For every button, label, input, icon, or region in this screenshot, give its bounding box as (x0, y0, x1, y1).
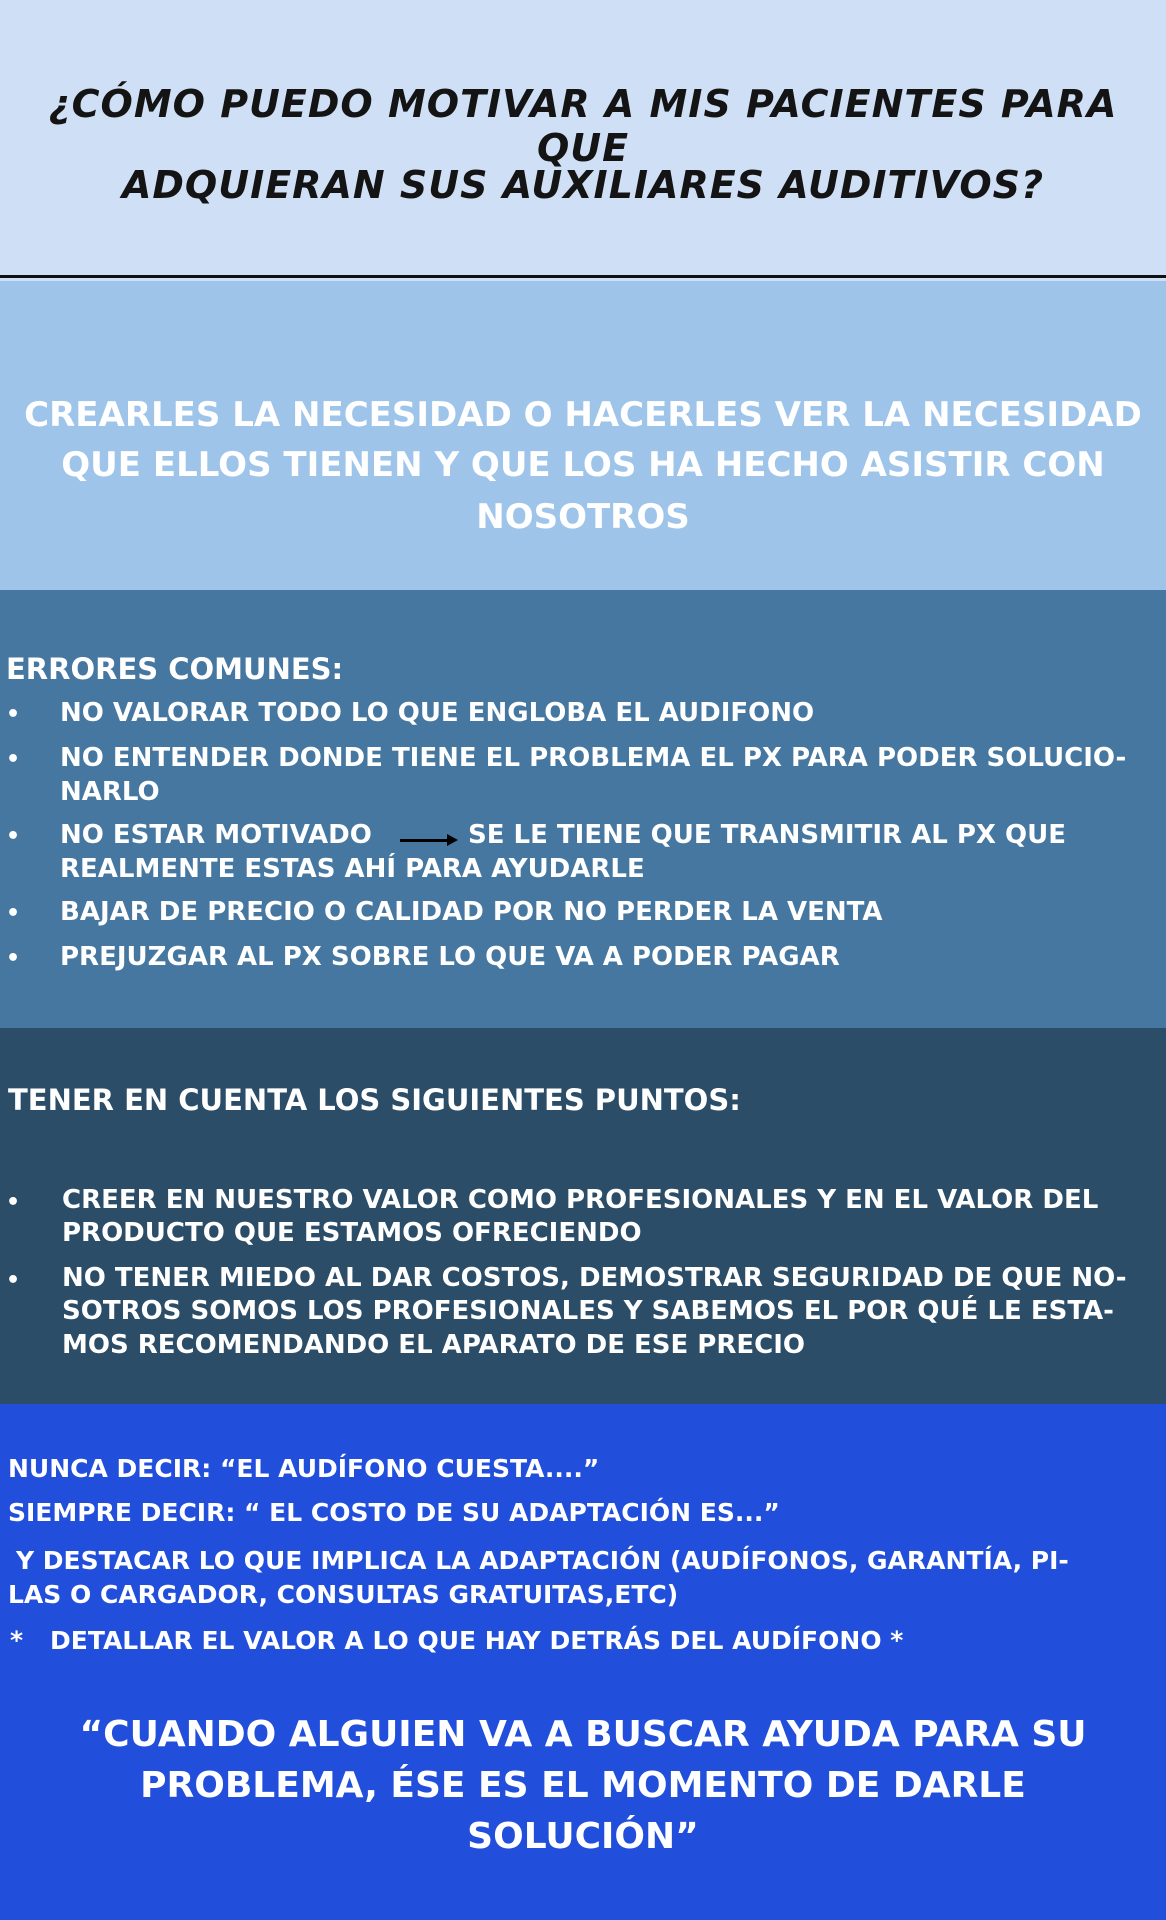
quote-line-1: “CUANDO ALGUIEN VA A BUSCAR AYUDA PARA SU (79, 1714, 1087, 1755)
bullet: • (6, 1190, 21, 1215)
arrow-right-icon (400, 839, 448, 842)
need-line-3: NOSOTROS (476, 497, 690, 537)
errors-heading: ERRORES COMUNES: (6, 652, 344, 686)
bullet: • (6, 702, 21, 727)
bullet: • (6, 747, 21, 772)
error-item-3-right: SE LE TIENE QUE TRANSMITIR AL PX QUE (468, 820, 1066, 850)
error-item-1: NO VALORAR TODO LO QUE ENGLOBA EL AUDIFONO (60, 698, 815, 728)
quote-line-3: SOLUCIÓN” (467, 1816, 699, 1857)
title-section (0, 0, 1166, 278)
point-1-line-1: CREER EN NUESTRO VALOR COMO PROFESIONALES Y EN EL VALOR DEL (62, 1185, 1099, 1215)
error-item-3-left: NO ESTAR MOTIVADO (60, 820, 372, 850)
error-item-2-line-2: NARLO (60, 777, 160, 807)
point-2-line-3: MOS RECOMENDANDO EL APARATO DE ESE PRECIO (62, 1330, 806, 1360)
bullet: • (6, 824, 21, 849)
common-errors-section (0, 590, 1166, 1028)
asterisk: * (10, 1626, 24, 1655)
need-section (0, 281, 1166, 590)
never-say: NUNCA DECIR: “EL AUDÍFONO CUESTA....” (8, 1454, 600, 1483)
need-line-1: CREARLES LA NECESIDAD O HACERLES VER LA NECESIDAD (24, 395, 1142, 435)
bullet: • (6, 1268, 21, 1293)
bullet: • (6, 946, 21, 971)
highlight-line-1: Y DESTACAR LO QUE IMPLICA LA ADAPTACIÓN (AUDÍFONOS, GARANTÍA, PI- (16, 1546, 1069, 1575)
detail-value: DETALLAR EL VALOR A LO QUE HAY DETRÁS DEL AUDÍFONO * (50, 1626, 904, 1655)
key-points-section (0, 1028, 1166, 1404)
error-item-2-line-1: NO ENTENDER DONDE TIENE EL PROBLEMA EL PX PARA PODER SOLUCIO- (60, 743, 1127, 773)
quote-line-2: PROBLEMA, ÉSE ES EL MOMENTO DE DARLE (140, 1765, 1026, 1806)
point-1-line-2: PRODUCTO QUE ESTAMOS OFRECIENDO (62, 1218, 642, 1248)
point-2-line-1: NO TENER MIEDO AL DAR COSTOS, DEMOSTRAR SEGURIDAD DE QUE NO- (62, 1263, 1127, 1293)
bullet: • (6, 901, 21, 926)
error-item-5: PREJUZGAR AL PX SOBRE LO QUE VA A PODER PAGAR (60, 942, 840, 972)
always-say: SIEMPRE DECIR: “ EL COSTO DE SU ADAPTACIÓN ES...” (8, 1498, 780, 1527)
need-line-2: QUE ELLOS TIENEN Y QUE LOS HA HECHO ASISTIR CON (61, 445, 1105, 485)
advice-quote-section (0, 1404, 1166, 1920)
highlight-line-2: LAS O CARGADOR, CONSULTAS GRATUITAS,ETC) (8, 1580, 679, 1609)
error-item-4: BAJAR DE PRECIO O CALIDAD POR NO PERDER LA VENTA (60, 897, 883, 927)
points-heading: TENER EN CUENTA LOS SIGUIENTES PUNTOS: (8, 1083, 741, 1117)
error-item-3-line-2: REALMENTE ESTAS AHÍ PARA AYUDARLE (60, 854, 645, 884)
title-line-1: ¿CÓMO PUEDO MOTIVAR A MIS PACIENTES PARA QUE (48, 82, 1118, 170)
title-line-2: ADQUIERAN SUS AUXILIARES AUDITIVOS? (121, 163, 1045, 207)
point-2-line-2: SOTROS SOMOS LOS PROFESIONALES Y SABEMOS EL POR QUÉ LE ESTA- (62, 1296, 1114, 1326)
